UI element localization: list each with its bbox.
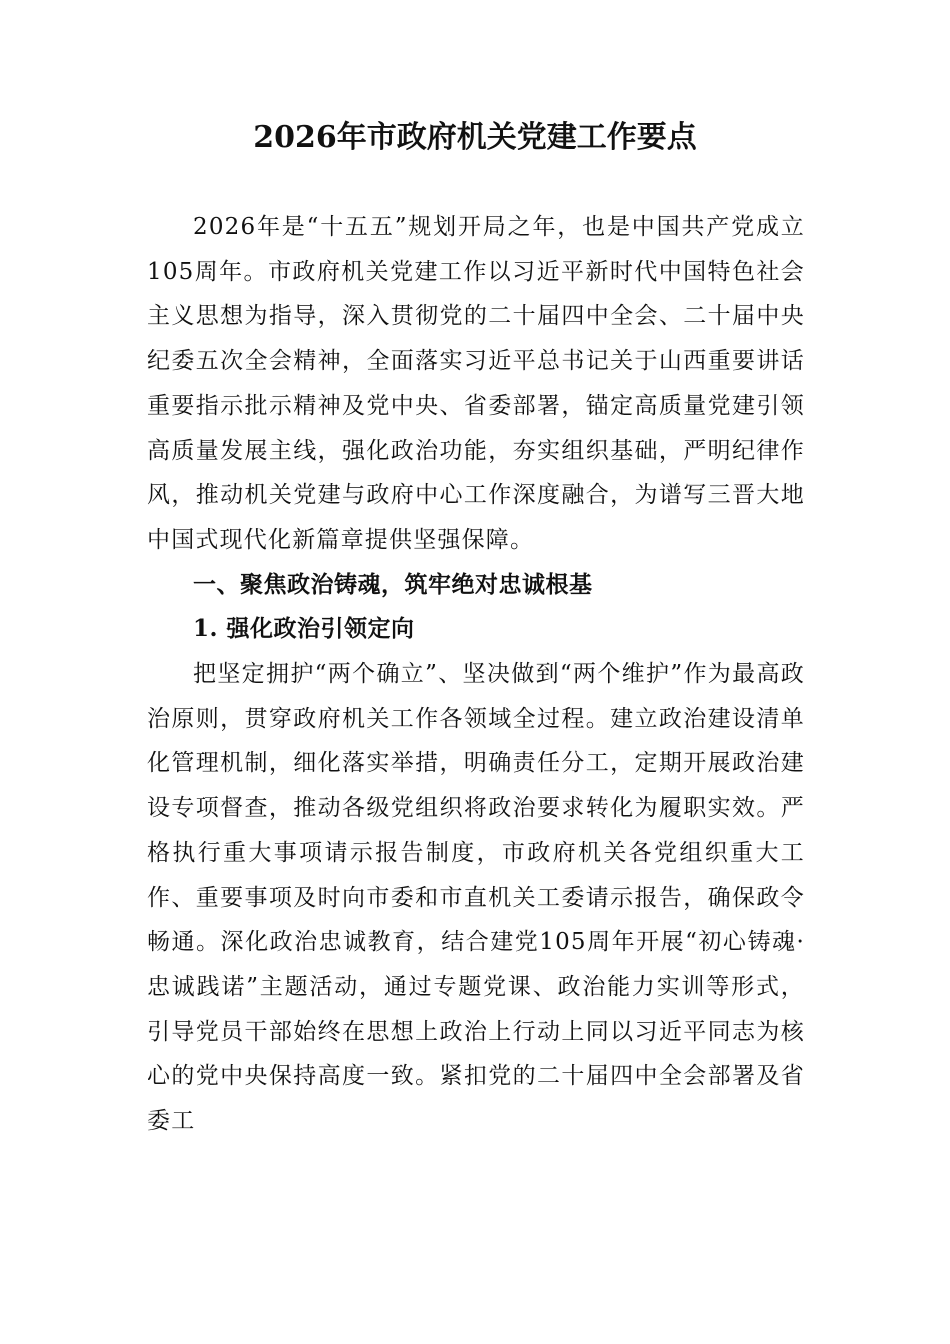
section-heading: 一、聚焦政治铸魂，筑牢绝对忠诚根基: [193, 570, 593, 598]
document-title: 2026年市政府机关党建工作要点: [253, 120, 697, 155]
document-body: [147, 205, 805, 1144]
subsection-paragraph: 把坚定拥护“两个确立”、坚决做到“两个维护”作为最高政治原则，贯穿政府机关工作各领域全过程。建立政治建设清单化管理机制，细化落实举措，明确责任分工，定期开展政治建设专项督查，推动各级党组织将政治要求转化为履职实效。严格执行重大事项请示报告制度，市政府机关各党组织重大工作、重要事项及时向市委和市直机关工委请示报告，确保政令畅通。深化政治忠诚教育，结合建党105周年开展“初心铸魂·忠诚践诺”主题活动，通过专题党课、政治能力实训等形式，引导党员干部始终在思想上政治上行动上同以习近平同志为核心的党中央保持高度一致。紧扣党的二十届四中全会部署及省委工: [147, 661, 805, 1135]
intro-paragraph: 2026年是“十五五”规划开局之年，也是中国共产党成立105周年。市政府机关党建工作以习近平新时代中国特色社会主义思想为指导，深入贯彻党的二十届四中全会、二十届中央纪委五次全会精神，全面落实习近平总书记关于山西重要讲话重要指示批示精神及党中央、省委部署，锚定高质量党建引领高质量发展主线，强化政治功能，夯实组织基础，严明纪律作风，推动机关党建与政府中心工作深度融合，为谱写三晋大地中国式现代化新篇章提供坚强保障。: [147, 214, 805, 553]
subsection-heading: 1. 强化政治引领定向: [193, 615, 415, 643]
